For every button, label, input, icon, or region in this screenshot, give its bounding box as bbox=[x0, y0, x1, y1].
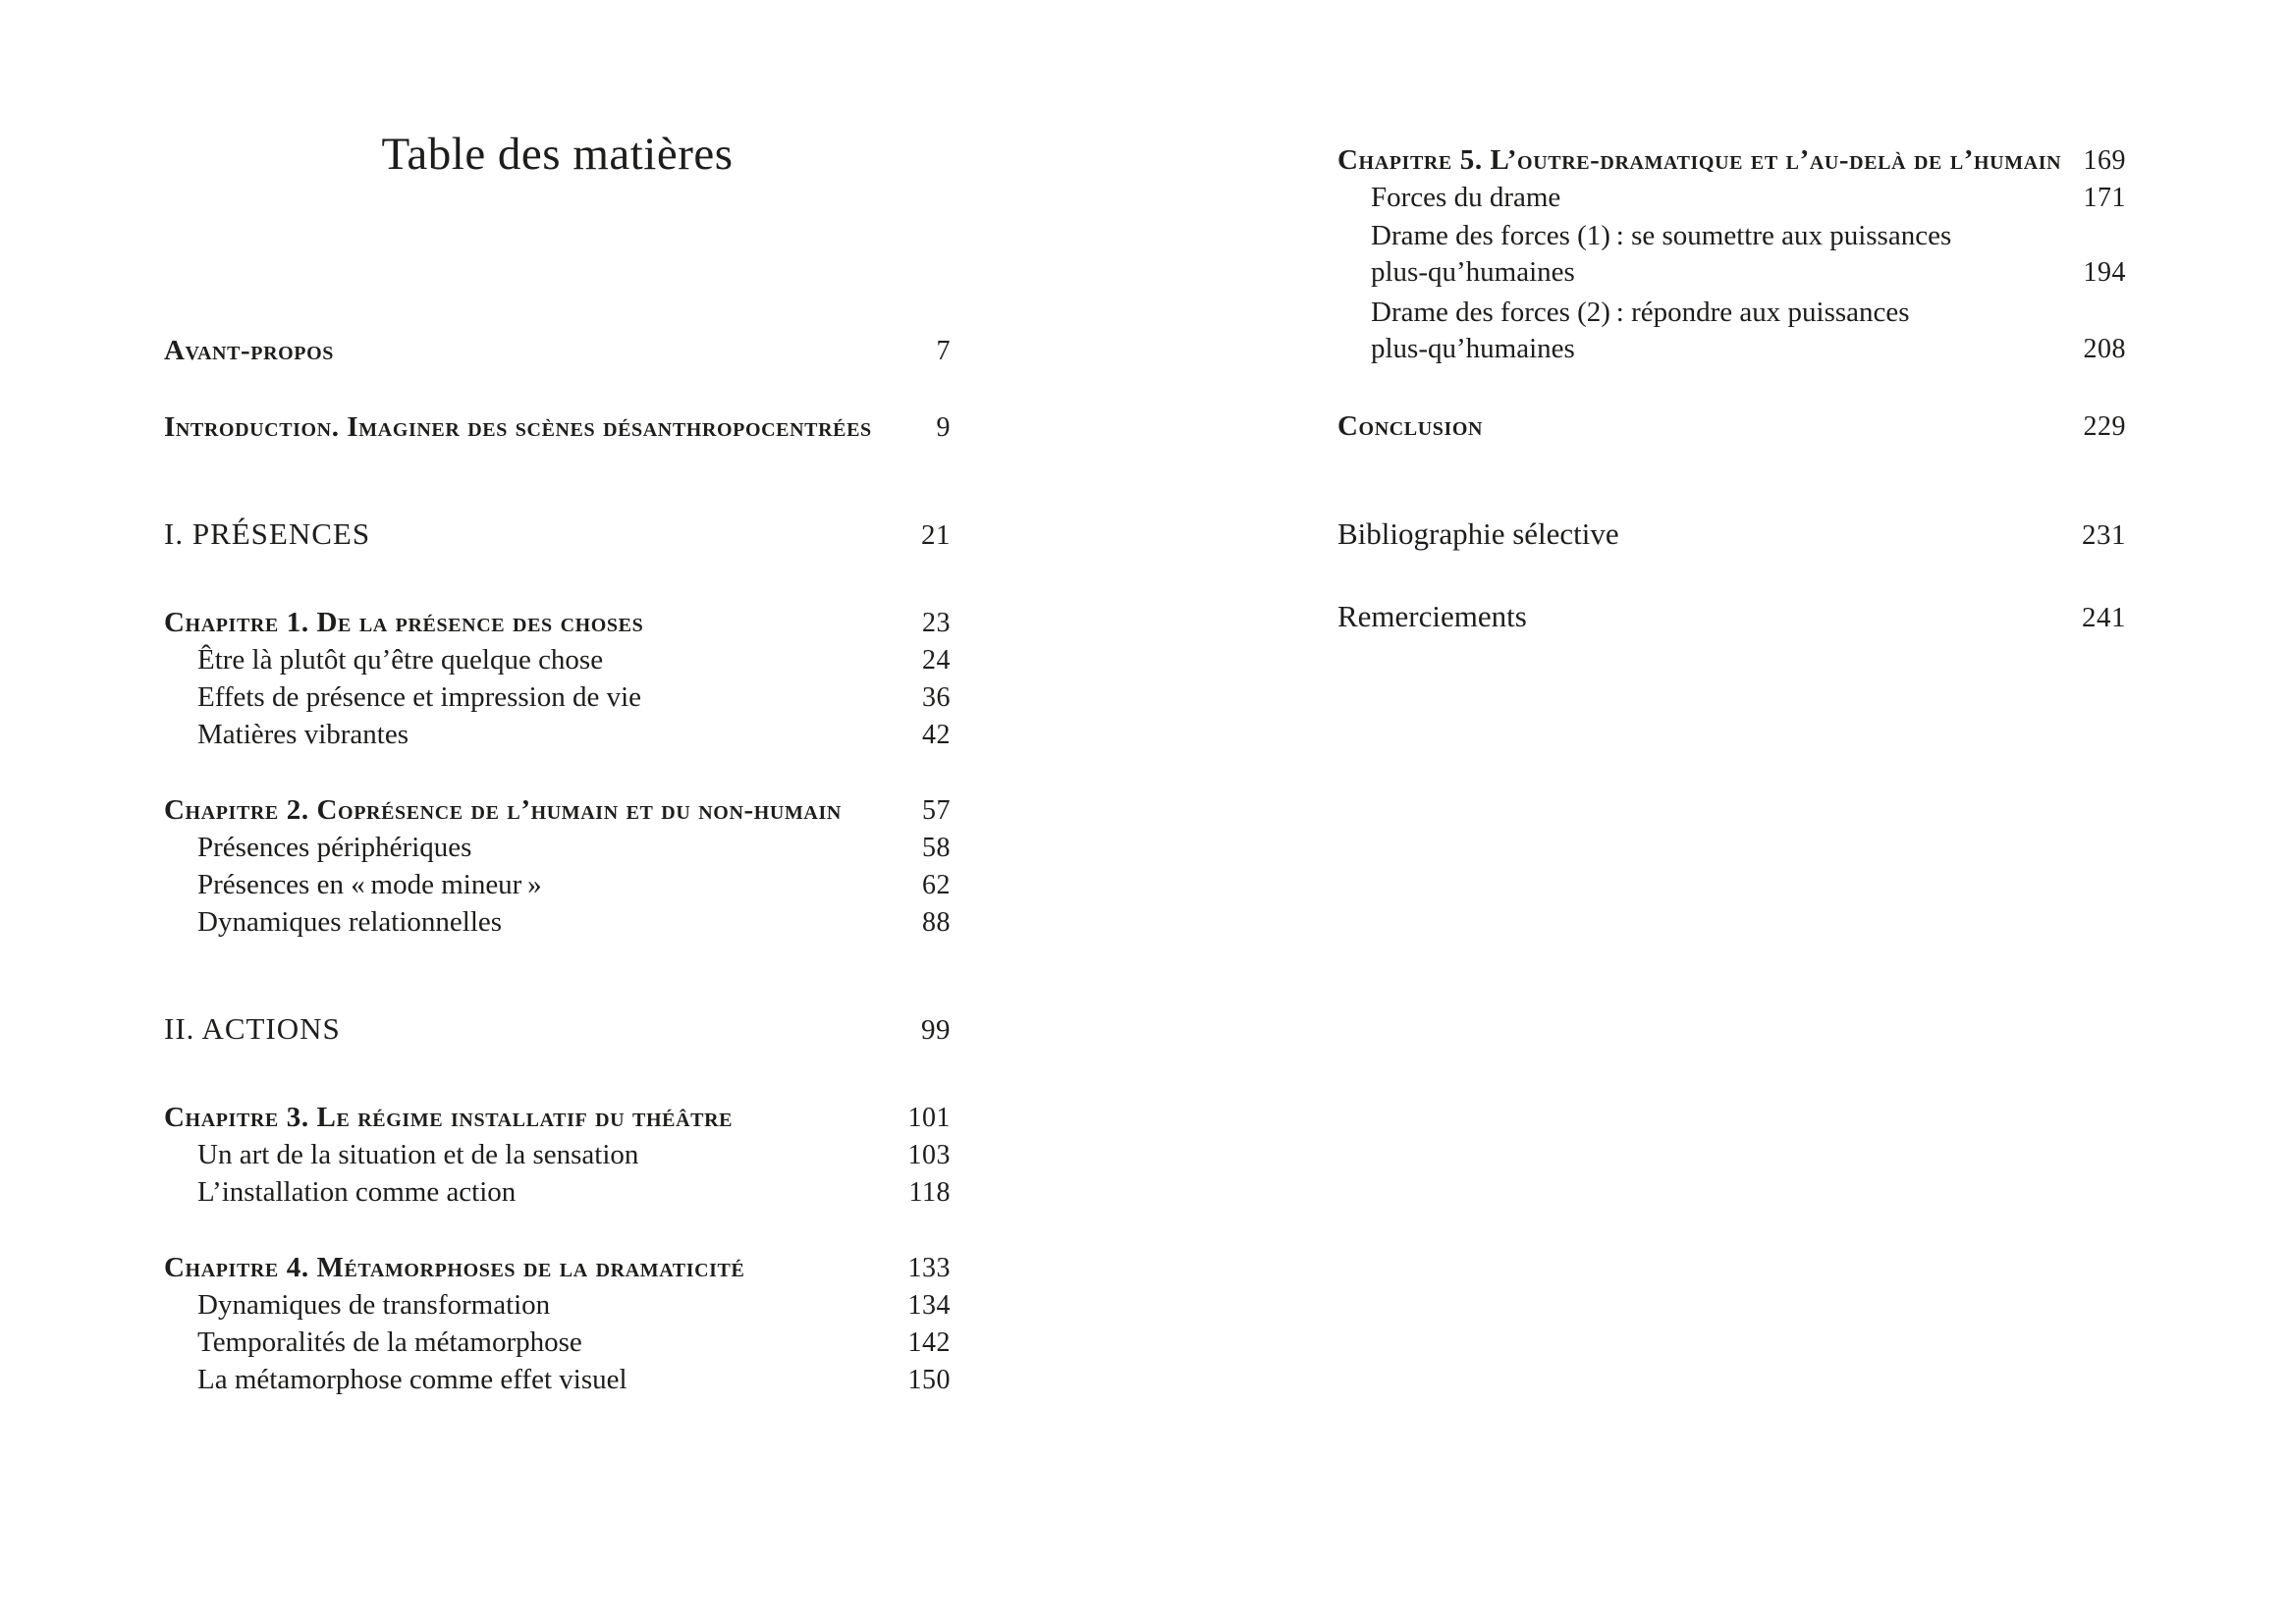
toc-row bbox=[1337, 297, 2126, 329]
toc-page-number: 194 bbox=[2083, 257, 2126, 288]
toc-row bbox=[164, 1326, 951, 1359]
toc-label: Chapitre 1. De la présence des choses bbox=[164, 607, 644, 638]
toc-row-remerciements bbox=[1337, 599, 2126, 634]
toc-page-number: 99 bbox=[921, 1014, 951, 1046]
toc-page-number: 42 bbox=[922, 720, 951, 750]
toc-page-number: 57 bbox=[922, 795, 951, 826]
toc-label: II. ACTIONS bbox=[164, 1011, 341, 1046]
toc-label: Un art de la situation et de la sensation bbox=[197, 1139, 639, 1170]
toc-row-part-2 bbox=[164, 1011, 951, 1047]
toc-page-number: 23 bbox=[922, 608, 951, 638]
toc-row-bibliographie bbox=[1337, 516, 2126, 552]
toc-label: Matières vibrantes bbox=[197, 719, 409, 750]
toc-page-number: 7 bbox=[936, 336, 951, 366]
toc-page-number: 88 bbox=[922, 907, 951, 938]
toc-row-introduction bbox=[164, 411, 951, 444]
toc-page-number: 62 bbox=[922, 870, 951, 900]
toc-row bbox=[164, 681, 951, 714]
toc-row bbox=[164, 719, 951, 751]
toc-page-number: 229 bbox=[2083, 411, 2126, 442]
toc-page-number: 231 bbox=[2082, 519, 2126, 551]
toc-row-chapitre-4 bbox=[164, 1252, 951, 1284]
toc-page-number: 171 bbox=[2083, 183, 2126, 213]
toc-row-part-1 bbox=[164, 516, 951, 552]
toc-label: Temporalités de la métamorphose bbox=[197, 1326, 582, 1358]
toc-label: Remerciements bbox=[1337, 599, 1527, 633]
toc-row-chapitre-5 bbox=[1337, 144, 2126, 177]
toc-label: Drame des forces (2) : répondre aux puissances bbox=[1371, 297, 1910, 328]
toc-row bbox=[164, 1289, 951, 1322]
toc-label: Effets de présence et impression de vie bbox=[197, 681, 642, 713]
toc-row bbox=[164, 869, 951, 901]
toc-label: Chapitre 3. Le régime installatif du théâtre bbox=[164, 1102, 734, 1133]
toc-label: Introduction. Imaginer des scènes désanthropocentrées bbox=[164, 411, 872, 443]
toc-page-number: 241 bbox=[2082, 602, 2126, 633]
toc-page-number: 118 bbox=[908, 1177, 951, 1208]
toc-row bbox=[1337, 182, 2126, 214]
toc-label: Chapitre 4. Métamorphoses de la dramaticité bbox=[164, 1252, 745, 1283]
toc-label: plus-qu’humaines bbox=[1371, 333, 1575, 364]
toc-page-number: 142 bbox=[907, 1327, 951, 1358]
toc-page-number: 101 bbox=[907, 1103, 951, 1133]
toc-row-continuation bbox=[1337, 333, 2126, 365]
toc-row bbox=[164, 1139, 951, 1171]
toc-row-avant-propos bbox=[164, 335, 951, 367]
toc-label: Avant-propos bbox=[164, 335, 335, 366]
toc-label: Dynamiques de transformation bbox=[197, 1289, 551, 1321]
page-title: Table des matières bbox=[381, 129, 734, 180]
toc-page-number: 9 bbox=[936, 412, 951, 443]
toc-label: Bibliographie sélective bbox=[1337, 516, 1619, 551]
toc-label: Conclusion bbox=[1337, 410, 1484, 442]
toc-row-conclusion bbox=[1337, 410, 2126, 443]
toc-page-number: 21 bbox=[921, 519, 951, 551]
toc-row-continuation bbox=[1337, 256, 2126, 289]
toc-label: Présences périphériques bbox=[197, 832, 472, 863]
toc-label: Présences en « mode mineur » bbox=[197, 869, 542, 900]
toc-label: La métamorphose comme effet visuel bbox=[197, 1364, 627, 1395]
toc-page-number: 169 bbox=[2083, 145, 2126, 176]
toc-label: plus-qu’humaines bbox=[1371, 256, 1575, 288]
toc-row-chapitre-2 bbox=[164, 794, 951, 827]
toc-row bbox=[164, 832, 951, 864]
toc-label: Forces du drame bbox=[1371, 182, 1561, 213]
toc-row-chapitre-1 bbox=[164, 607, 951, 639]
toc-row bbox=[164, 1176, 951, 1209]
toc-page-number: 208 bbox=[2083, 334, 2126, 364]
toc-page-number: 150 bbox=[907, 1365, 951, 1395]
toc-page-number: 133 bbox=[907, 1253, 951, 1283]
toc-row-chapitre-3 bbox=[164, 1102, 951, 1134]
toc-page-number: 36 bbox=[922, 682, 951, 713]
toc-label: Chapitre 2. Coprésence de l’humain et du non-humain bbox=[164, 794, 842, 826]
toc-label: Être là plutôt qu’être quelque chose bbox=[197, 644, 604, 676]
toc-page-number: 24 bbox=[922, 645, 951, 676]
toc-row bbox=[1337, 220, 2126, 252]
toc-row bbox=[164, 644, 951, 677]
toc-page-number: 103 bbox=[907, 1140, 951, 1170]
toc-label: Chapitre 5. L’outre-dramatique et l’au-delà de l’humain bbox=[1337, 144, 2062, 176]
toc-row bbox=[164, 1364, 951, 1396]
toc-label: Dynamiques relationnelles bbox=[197, 906, 503, 938]
toc-row bbox=[164, 906, 951, 939]
toc-page-number: 134 bbox=[907, 1290, 951, 1321]
toc-label: Drame des forces (1) : se soumettre aux puissances bbox=[1371, 220, 1952, 251]
toc-label: I. PRÉSENCES bbox=[164, 516, 371, 551]
toc-page-number: 58 bbox=[922, 833, 951, 863]
toc-label: L’installation comme action bbox=[197, 1176, 517, 1208]
